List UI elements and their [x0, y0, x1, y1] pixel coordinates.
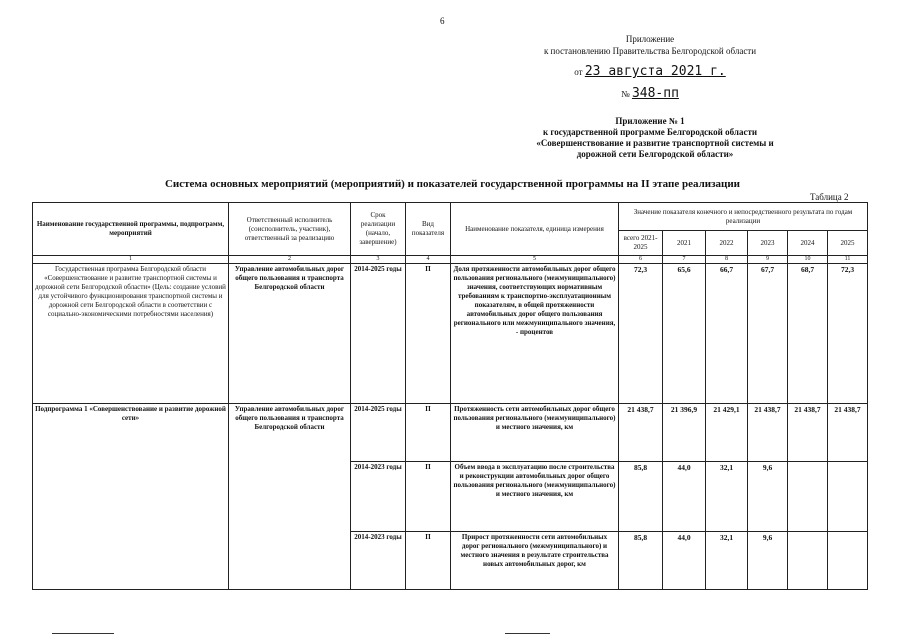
value-cell: 32,1 — [706, 532, 748, 590]
col-period-header: Срок реализации (начало, завершение) — [351, 203, 406, 256]
col-number: 10 — [788, 256, 828, 264]
col-number: 7 — [663, 256, 706, 264]
value-cell: 65,6 — [663, 264, 706, 404]
value-cell: 21 438,7 — [748, 404, 788, 462]
header-number — [500, 88, 800, 100]
header-to-resolution: к постановлению Правительства Белгородской области — [543, 46, 757, 56]
value-cell: 85,8 — [619, 462, 663, 532]
col-number: 8 — [706, 256, 748, 264]
value-cell: 21 438,7 — [619, 404, 663, 462]
footer-rule — [505, 633, 550, 634]
type-cell: П — [406, 404, 451, 462]
value-cell: 72,3 — [828, 264, 868, 404]
date-value: 23 августа 2021 г. — [584, 64, 726, 79]
column-numbers-row — [33, 256, 868, 264]
col-number: 2 — [229, 256, 351, 264]
col-number: 3 — [351, 256, 406, 264]
header-appendix: Приложение — [625, 34, 675, 44]
col-number: 1 — [33, 256, 229, 264]
executor-cell: Управление автомобильных дорог общего пользования и транспорта Белгородской области — [229, 404, 351, 590]
col-type-header: Вид показателя — [406, 203, 451, 256]
period-cell: 2014-2025 годы — [351, 264, 406, 404]
indicator-cell: Прирост протяженности сети автомобильных дорог регионального (межмуниципального) и местного значения в результате строительства новых автомобильных дорог, км — [451, 532, 619, 590]
col-year-header: всего 2021-2025 — [619, 231, 663, 256]
table-label: Таблица 2 — [810, 192, 849, 202]
col-number: 9 — [748, 256, 788, 264]
value-cell: 44,0 — [663, 532, 706, 590]
col-year-header: 2021 — [663, 231, 706, 256]
date-prefix: от — [574, 67, 583, 77]
indicator-cell: Доля протяженности автомобильных дорог общего пользования регионального (межмуниципального) значения, соответствующих нормативным требованиям к транспортно-эксплуатационным показателям, в общей протяженности автомобильных дорог общего пользования регионального или межмуниципального значения, - процентов — [451, 264, 619, 404]
value-cell: 67,7 — [748, 264, 788, 404]
value-cell — [828, 462, 868, 532]
period-cell: 2014-2023 годы — [351, 532, 406, 590]
footer-rule — [52, 633, 114, 634]
type-cell: П — [406, 532, 451, 590]
value-cell: 9,6 — [748, 462, 788, 532]
indicator-cell: Протяженность сети автомобильных дорог общего пользования регионального (межмуниципального) и местного значения, км — [451, 404, 619, 462]
table-row — [33, 264, 868, 404]
col-year-header: 2024 — [788, 231, 828, 256]
col-number: 4 — [406, 256, 451, 264]
col-indicator-header: Наименование показателя, единица измерения — [451, 203, 619, 256]
value-cell: 85,8 — [619, 532, 663, 590]
col-number: 5 — [451, 256, 619, 264]
program-name-cell: Государственная программа Белгородской области «Совершенствование и развитие транспортной системы и дорожной сети Белгородской области» (Цель: создание условий для устойчивого функционирования транспортной системы и дорожной сети Белгородской области в соответствии с социально-экономическими потребностями населения) — [33, 264, 229, 404]
type-cell: П — [406, 462, 451, 532]
col-values-group-header: Значение показателя конечного и непосредственного результата по годам реализации — [619, 203, 868, 231]
period-cell: 2014-2025 годы — [351, 404, 406, 462]
period-cell: 2014-2023 годы — [351, 462, 406, 532]
indicator-cell: Объем ввода в эксплуатацию после строительства и реконструкции автомобильных дорог общего пользования регионального (межмуниципального) и местного значения, км — [451, 462, 619, 532]
value-cell: 21 429,1 — [706, 404, 748, 462]
value-cell: 21 438,7 — [788, 404, 828, 462]
number-prefix: № — [621, 89, 630, 99]
col-name-header: Наименование государственной программы, подпрограмм, мероприятий — [33, 203, 229, 256]
col-executor-header: Ответственный исполнитель (соисполнитель, участник), ответственный за реализацию — [229, 203, 351, 256]
value-cell: 32,1 — [706, 462, 748, 532]
value-cell: 68,7 — [788, 264, 828, 404]
value-cell: 72,3 — [619, 264, 663, 404]
header-program-name: «Совершенствование и развитие транспортной системы и дорожной сети Белгородской области» — [536, 138, 774, 159]
value-cell: 21 438,7 — [828, 404, 868, 462]
indicators-table — [32, 202, 868, 590]
col-year-header: 2025 — [828, 231, 868, 256]
executor-cell: Управление автомобильных дорог общего пользования и транспорта Белгородской области — [229, 264, 351, 404]
page-number: 6 — [440, 16, 445, 26]
col-number: 6 — [619, 256, 663, 264]
value-cell: 66,7 — [706, 264, 748, 404]
document-title: Система основных мероприятий (мероприятий) и показателей государственной программы на II этапе реализации — [164, 178, 741, 190]
col-year-header: 2023 — [748, 231, 788, 256]
value-cell — [788, 532, 828, 590]
number-value: 348-пп — [631, 86, 679, 101]
value-cell — [828, 532, 868, 590]
header-appendix-1: Приложение № 1 — [615, 116, 685, 126]
value-cell: 9,6 — [748, 532, 788, 590]
header-date — [500, 66, 800, 78]
value-cell: 44,0 — [663, 462, 706, 532]
type-cell: П — [406, 264, 451, 404]
col-number: 11 — [828, 256, 868, 264]
table-row — [33, 404, 868, 462]
header-to-program: к государственной программе Белгородской области — [542, 127, 758, 137]
col-year-header: 2022 — [706, 231, 748, 256]
subprogram-name-cell: Подпрограмма 1 «Совершенствование и развитие дорожной сети» — [33, 404, 229, 590]
value-cell — [788, 462, 828, 532]
value-cell: 21 396,9 — [663, 404, 706, 462]
